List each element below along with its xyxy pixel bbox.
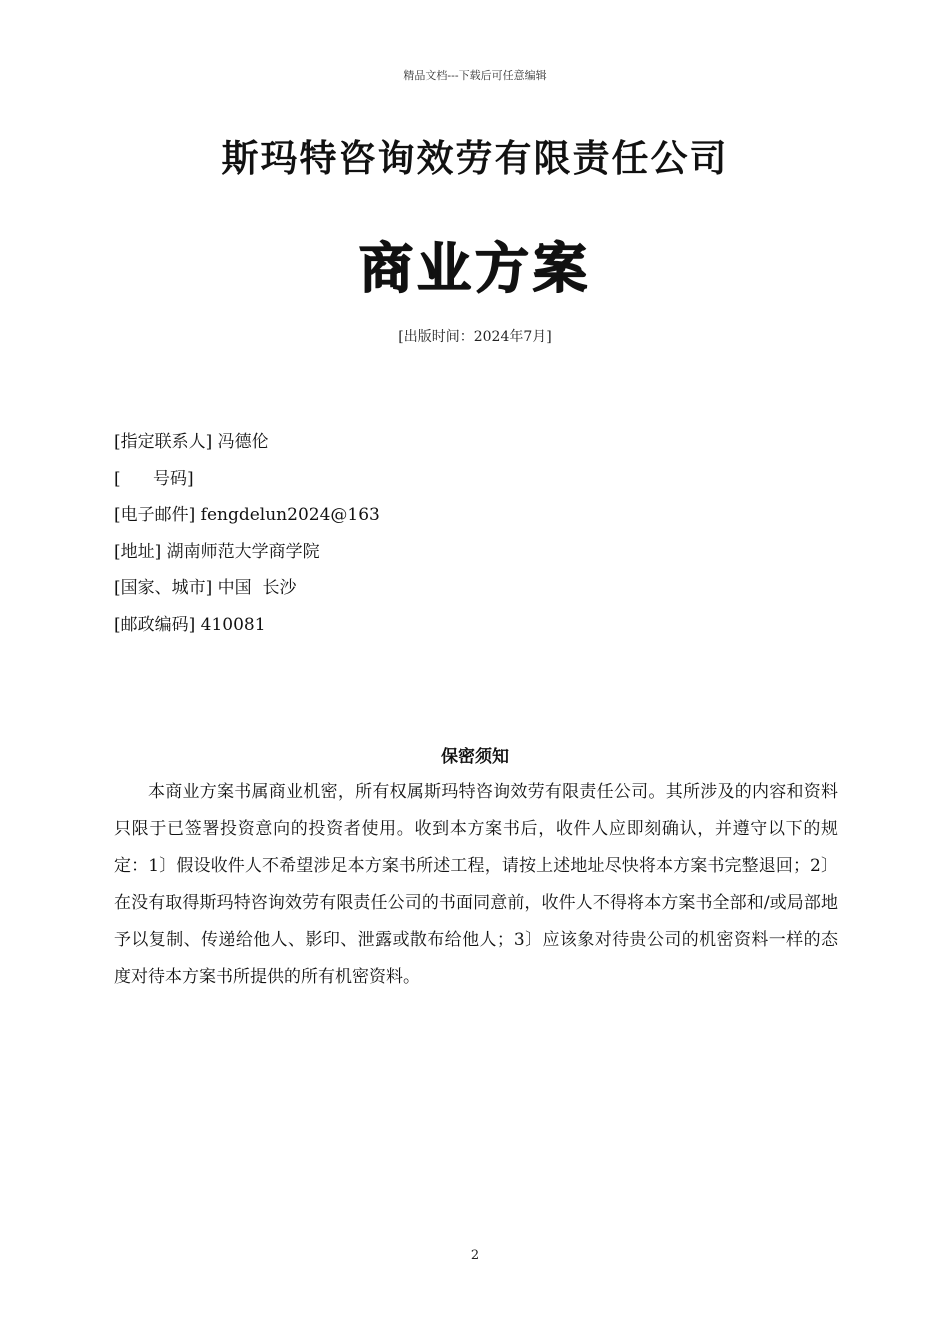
contact-phone: [ 号码] (114, 468, 194, 489)
company-name: 斯玛特咨询效劳有限责任公司 (221, 136, 729, 180)
contact-email: [电子邮件] fengdelun2024@163 (114, 505, 380, 526)
contact-person: [指定联系人] 冯德伦 (114, 432, 269, 452)
document-title: 商业方案 (359, 236, 591, 300)
contact-country-city: [国家、城市] 中国 长沙 (114, 578, 297, 599)
contact-address: [地址] 湖南师范大学商学院 (114, 541, 320, 562)
notice-body: 本商业方案书属商业机密，所有权属斯玛特咨询效劳有限责任公司。其所涉及的内容和资料只限于已签署投资意向的投资者使用。收到本方案书后，收件人应即刻确认，并遵守以下的规定：1〕假设收件人不希望涉足本方案书所述工程，请按上述地址尽快将本方案书完整退回；2〕在没有取得斯玛特咨询效劳有限责任公司的书面同意前，收件人不得将本方案书全部和/或局部地予以复制、传递给他人、影印、泄露或散布给他人；3〕应该象对待贵公司的机密资料一样的态度对待本方案书所提供的所有机密资料。 (114, 782, 838, 987)
publish-date: [出版时间：2024年7月] (398, 329, 552, 345)
contact-block (114, 424, 714, 644)
page-number: 2 (470, 1248, 480, 1263)
contact-postcode: [邮政编码] 410081 (114, 614, 266, 635)
header-note: 精品文档---下载后可任意编辑 (403, 69, 547, 82)
notice-title: 保密须知 (441, 747, 509, 767)
